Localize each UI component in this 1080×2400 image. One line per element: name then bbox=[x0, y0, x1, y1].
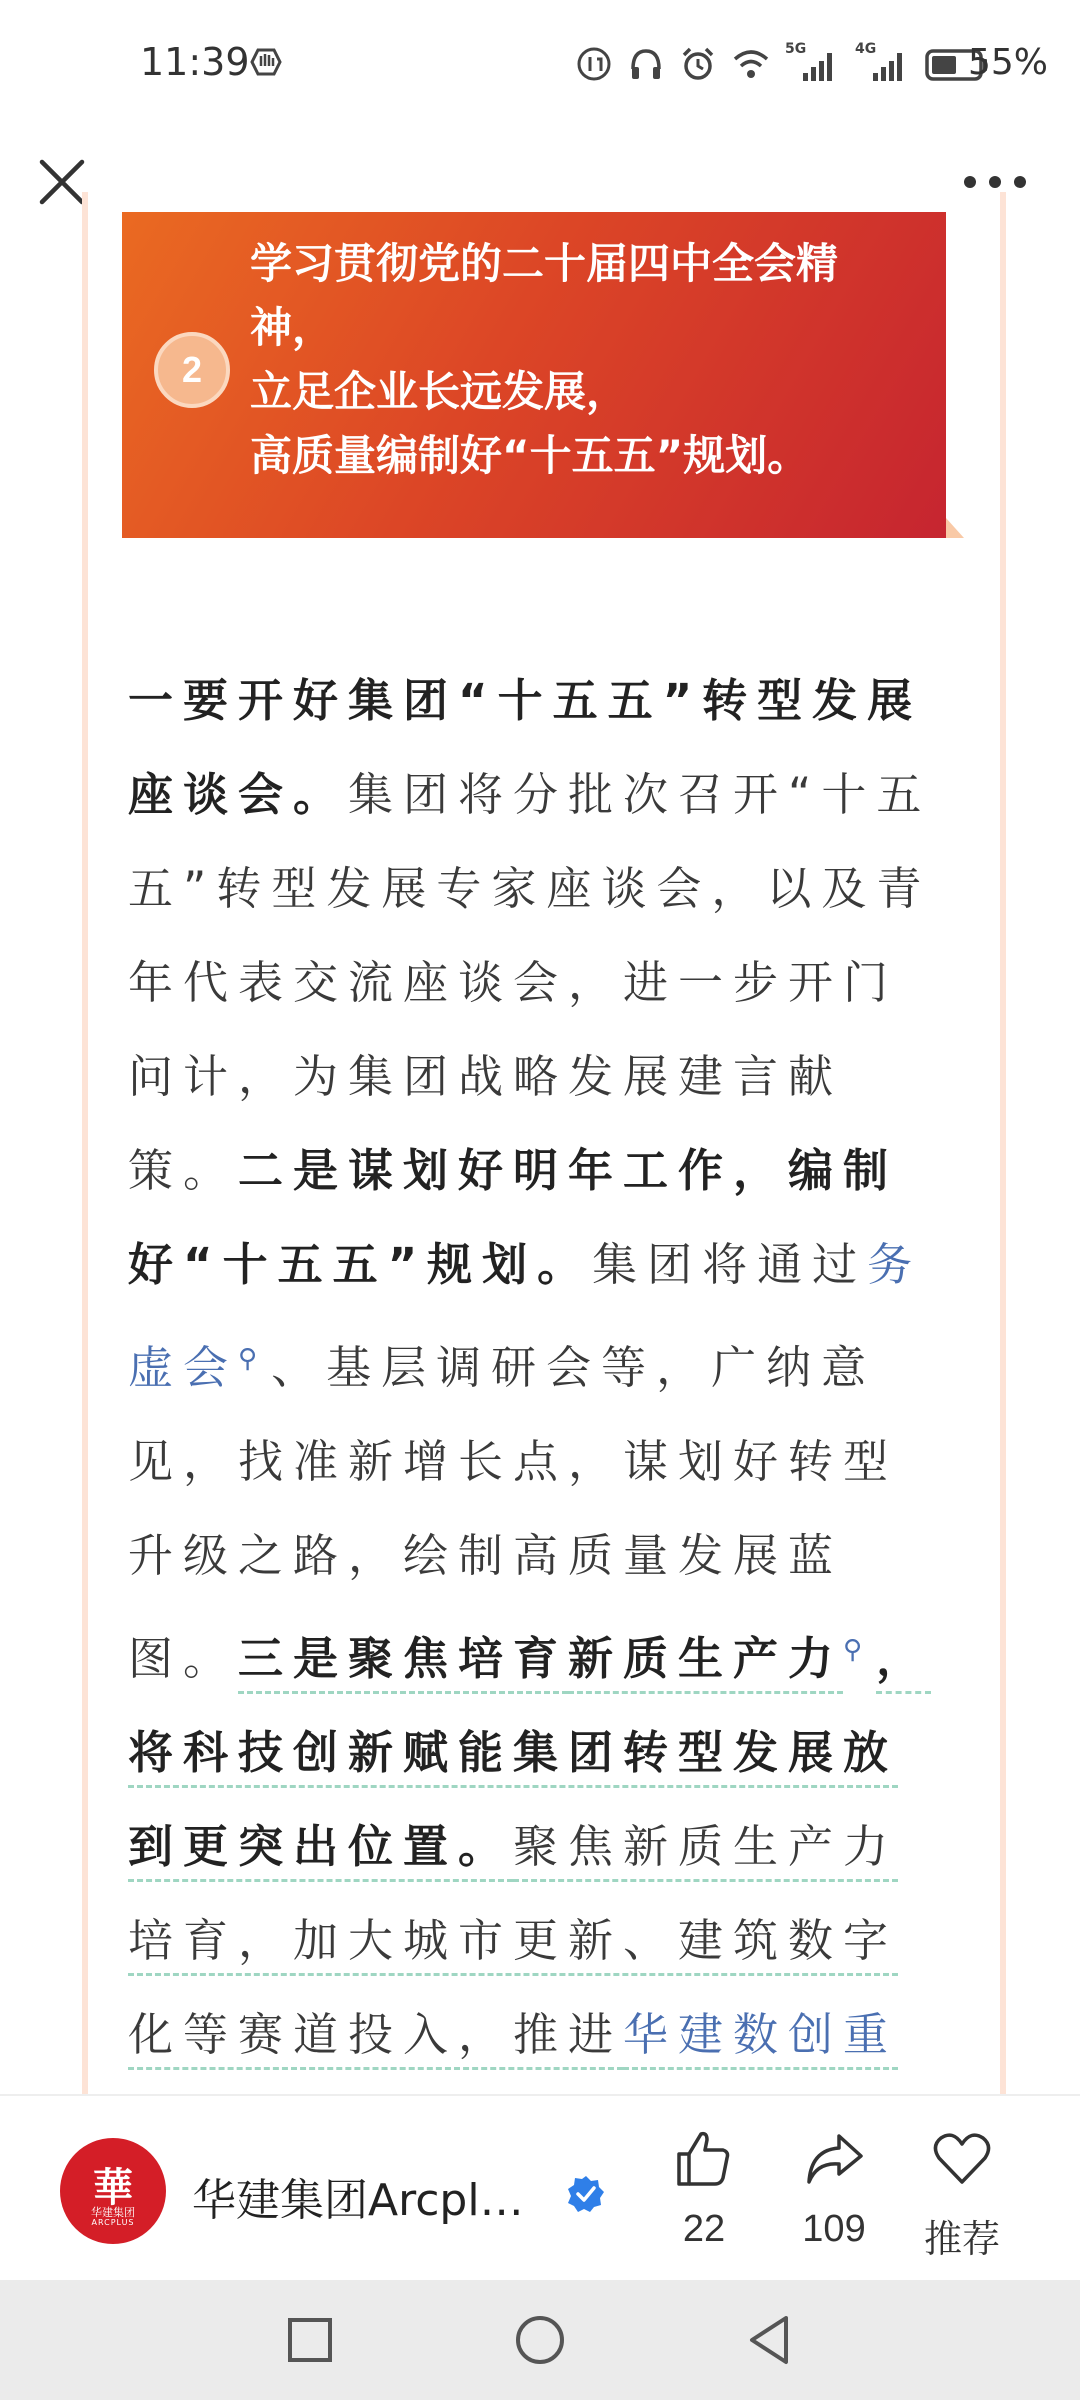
point-two-text-b: 、基层调研会等，广纳意见，找准新增长点，谋划好转型升级之路，绘制高质量发展蓝图。 bbox=[128, 1341, 899, 1685]
heart-icon bbox=[931, 2128, 993, 2190]
article-paragraph bbox=[128, 654, 952, 2185]
banner-line: 学习贯彻党的二十届四中全会精 bbox=[250, 239, 839, 288]
share-count: 109 bbox=[802, 2208, 866, 2250]
share-arrow-icon bbox=[803, 2128, 865, 2190]
link-new-productivity[interactable]: 新质生产力 bbox=[568, 1632, 843, 1694]
banner-corner bbox=[946, 518, 964, 538]
search-icon[interactable]: ⚲ bbox=[843, 1635, 873, 1665]
link-arcplus-restructure[interactable]: 华建数创重 bbox=[128, 2008, 898, 2173]
alarm-icon bbox=[679, 45, 717, 83]
share-button[interactable] bbox=[774, 2128, 894, 2251]
signal-5g-label: 5G bbox=[785, 41, 807, 57]
recommend-button[interactable] bbox=[902, 2128, 1022, 2263]
banner-text bbox=[250, 232, 940, 488]
data-saver-icon bbox=[575, 45, 613, 83]
system-nav-bar bbox=[0, 2280, 1080, 2400]
wifi-icon bbox=[731, 45, 771, 83]
banner-line: 立足企业长远发展， bbox=[250, 367, 629, 416]
point-three-heading-a: 三是聚焦培育 bbox=[238, 1632, 568, 1694]
point-two-heading: 二是谋划好明年工作，编制好“十五五”规划。 bbox=[128, 1144, 899, 1291]
recommend-label: 推荐 bbox=[923, 2219, 1000, 2261]
avatar-sub-cn: 华建集团 bbox=[91, 2206, 135, 2219]
banner-line: 神， bbox=[250, 303, 335, 352]
signal-4g-label: 4G bbox=[855, 41, 877, 57]
signal-4g-icon bbox=[855, 41, 911, 83]
bottom-action-bar bbox=[0, 2094, 1080, 2282]
avatar[interactable] bbox=[60, 2138, 166, 2244]
point-three-heading-b: ，将科技创新赋能集团转型发展放到更突出位置。 bbox=[128, 1632, 931, 1882]
back-triangle-icon[interactable] bbox=[740, 2310, 800, 2370]
gesture-icon bbox=[248, 44, 284, 80]
search-icon[interactable]: ⚲ bbox=[238, 1344, 268, 1374]
recents-square-icon[interactable] bbox=[280, 2310, 340, 2370]
status-icons bbox=[575, 41, 989, 84]
article-content[interactable] bbox=[0, 239, 1080, 2094]
point-two-text-a: 集团将通过 bbox=[592, 1238, 868, 1291]
status-bar bbox=[0, 0, 1080, 132]
avatar-sub-en: ARCPLUS bbox=[91, 2218, 135, 2227]
headphones-icon bbox=[627, 45, 665, 83]
status-time: 11:39 bbox=[140, 40, 250, 84]
point-one-text: 集团将分批次召开“十五五”转型发展专家座谈会，以及青年代表交流座谈会，进一步开门问计，为集团战略发展建言献策。 bbox=[128, 768, 932, 1197]
battery-percent: 55% bbox=[968, 42, 1049, 83]
point-three-text-a: 聚焦新质生产力培育，加大城市更新、建筑数字化等赛道投入，推进 bbox=[128, 1820, 898, 2070]
account-name[interactable]: 华建集团Arcpl… bbox=[192, 2175, 524, 2226]
banner-line: 高质量编制好“十五五”规划。 bbox=[250, 431, 810, 480]
like-button[interactable] bbox=[644, 2128, 764, 2251]
signal-5g-icon bbox=[785, 41, 841, 83]
thumbs-up-icon bbox=[673, 2128, 735, 2190]
verified-badge-icon bbox=[566, 2174, 606, 2214]
link-wuxuhui[interactable]: 务虚会 bbox=[128, 1238, 923, 1394]
avatar-logo-icon: 華 bbox=[93, 2166, 133, 2210]
point-one-heading: 一要开好集团“十五五”转型发展座谈会。 bbox=[128, 674, 923, 821]
home-circle-icon[interactable] bbox=[510, 2310, 570, 2370]
section-number-badge: 2 bbox=[154, 332, 230, 408]
like-count: 22 bbox=[682, 2208, 726, 2250]
